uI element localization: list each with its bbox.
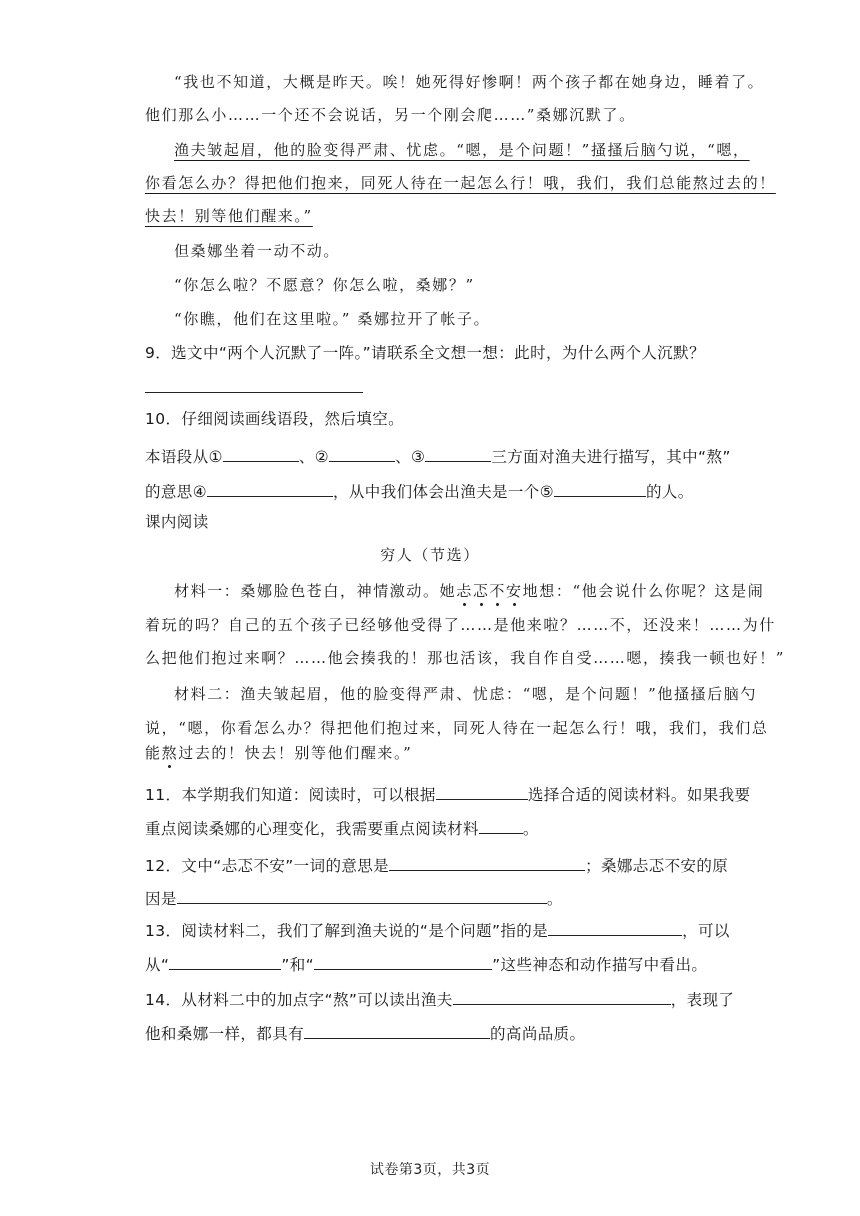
underlined-passage-line1: 渔夫皱起眉，他的脸变得严肃、忧虑。“嗯，是个问题！”搔搔后脑勺说，“嗯， — [174, 141, 750, 159]
blank-10-4[interactable] — [207, 482, 333, 497]
emphasis-dot: 不 — [489, 582, 507, 600]
blank-12-1[interactable] — [389, 856, 585, 871]
blank-10-1[interactable] — [223, 447, 299, 462]
blank-11-1[interactable] — [436, 785, 528, 800]
material1-line3: 么把他们抱过来啊？……他会揍我的！那也活该，我自作自受……嗯，揍我一顿也好！” — [145, 649, 786, 667]
passage1-line7: “你怎么啦？不愿意？你怎么啦，桑娜？” — [174, 276, 475, 294]
blank-10-5[interactable] — [554, 482, 646, 497]
question-10-prompt: 10．仔细阅读画线语段，然后填空。 — [145, 410, 405, 428]
question-12-line2: 因是 。 — [145, 890, 563, 908]
passage2-title: 穷人（节选） — [380, 546, 480, 564]
question-13-line1: 13．阅读材料二，我们了解到渔夫说的“是个问题”指的是 ，可以 — [145, 922, 730, 940]
blank-13-1[interactable] — [548, 921, 682, 936]
underlined-passage-line3: 快去！别等他们醒来。” — [145, 207, 313, 225]
passage1-line8: “你瞧，他们在这里啦。” 桑娜拉开了帐子。 — [174, 310, 491, 328]
blank-14-1[interactable] — [453, 990, 671, 1005]
question-14-line1: 14．从材料二中的加点字“熬”可以读出渔夫 ，表现了 — [145, 991, 735, 1009]
emphasis-dot: 熬 — [161, 744, 179, 762]
material1-line1: 材料一：桑娜脸色苍白，神情激动。她忐忑不安地想：“他会说什么你呢？这是闹 — [174, 582, 765, 600]
emphasis-dot: 安 — [506, 582, 523, 600]
blank-11-2[interactable] — [479, 819, 523, 834]
passage1-line2: 他们那么小……一个还不会说话，另一个刚会爬……”桑娜沉默了。 — [145, 106, 636, 124]
emphasis-dot: 忑 — [472, 582, 490, 600]
blank-13-2[interactable] — [169, 955, 281, 970]
page-footer: 试卷第3页，共3页 — [369, 1162, 491, 1178]
material2-line2: 说，“嗯，你看怎么办？得把他们抱过来，同死人待在一起怎么行！哦，我们，我们总 — [145, 719, 769, 737]
question-11-line2: 重点阅读桑娜的心理变化，我需要重点阅读材料 。 — [145, 820, 539, 838]
section-label: 课内阅读 — [145, 513, 209, 531]
question-12-line1: 12．文中“忐忑不安”一词的意思是 ；桑娜忐忑不安的原 — [145, 857, 729, 875]
question-10-line2: 本语段从① 、② 、③ 三方面对渔夫进行描写，其中“熬” — [145, 448, 731, 466]
blank-14-2[interactable] — [304, 1024, 490, 1039]
emphasis-dot: 忐 — [456, 582, 473, 600]
answer-line-q9[interactable] — [145, 392, 363, 393]
material1-line2: 着玩的吗？自己的五个孩子已经够他受得了……是他来啦？……不，还没来！……为什 — [145, 616, 776, 634]
material2-line1: 材料二：渔夫皱起眉，他的脸变得严肃、忧虑：“嗯，是个问题！”他搔搔后脑勺 — [174, 685, 757, 703]
question-13-line2: 从“ ”和“ ”这些神态和动作描写中看出。 — [145, 956, 708, 974]
blank-10-2[interactable] — [329, 447, 395, 462]
material2-line3: 能熬过去的！快去！别等他们醒来。” — [145, 744, 413, 762]
passage1-line6: 但桑娜坐着一动不动。 — [174, 242, 341, 260]
passage1-line1: “我也不知道，大概是昨天。唉！她死得好惨啊！两个孩子都在她身边，睡着了。 — [174, 73, 765, 91]
underlined-passage-line2: 你看怎么办？得把他们抱来，同死人待在一起怎么行！哦，我们，我们总能熬过去的！ — [145, 174, 776, 192]
blank-12-2[interactable] — [177, 889, 547, 904]
question-10-line3: 的意思④ ，从中我们体会出渔夫是一个⑤ 的人。 — [145, 483, 694, 501]
blank-13-3[interactable] — [314, 955, 492, 970]
question-11-line1: 11．本学期我们知道：阅读时，可以根据 选择合适的阅读材料。如果我要 — [145, 786, 751, 804]
blank-10-3[interactable] — [425, 447, 491, 462]
question-14-line2: 他和桑娜一样，都具有 的高尚品质。 — [145, 1025, 586, 1043]
question-9: 9．选文中“两个人沉默了一阵。”请联系全文想一想：此时，为什么两个人沉默？ — [145, 344, 705, 362]
